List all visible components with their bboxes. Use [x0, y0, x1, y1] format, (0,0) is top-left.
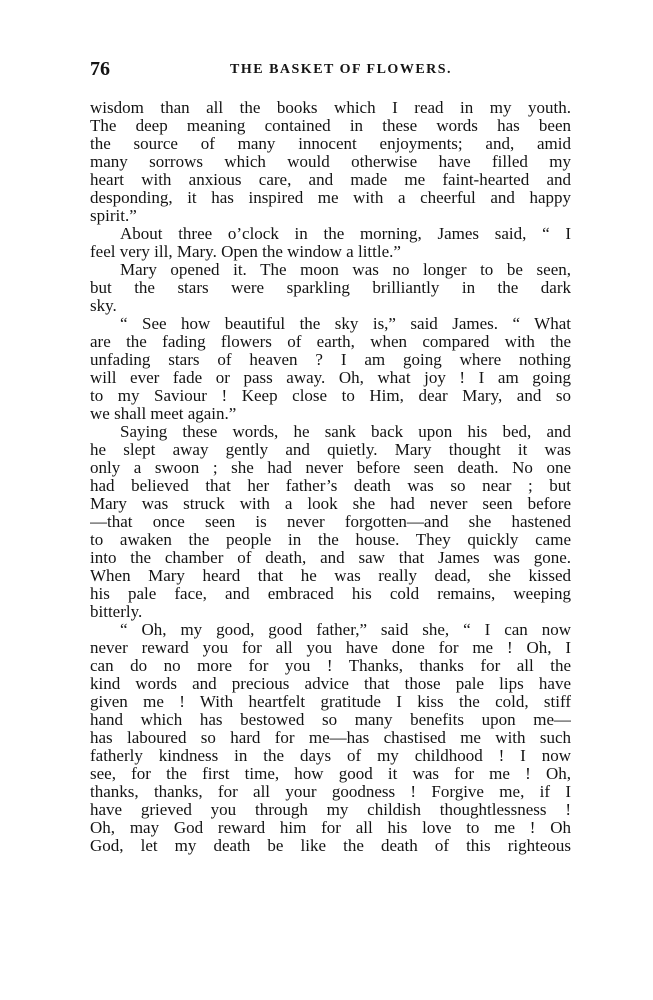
text-line: The deep meaning contained in these words has been — [90, 117, 571, 135]
text-line: we shall meet again.” — [90, 405, 237, 423]
text-line: are the fading flowers of earth, when compared with the — [90, 333, 571, 351]
text-line: hand which has bestowed so many benefits upon me— — [90, 711, 571, 729]
text-line: to awaken the people in the house. They quickly came — [90, 531, 571, 549]
text-line: has laboured so hard for me—has chastised me with such — [90, 729, 571, 747]
text-line: Saying these words, he sank back upon his bed, and — [120, 423, 571, 441]
text-line: only a swoon ; she had never before seen death. No one — [90, 459, 571, 477]
text-line: unfading stars of heaven ? I am going where nothing — [90, 351, 571, 369]
text-line: When Mary heard that he was really dead, she kissed — [90, 567, 571, 585]
text-line: have grieved you through my childish thoughtlessness ! — [90, 801, 571, 819]
text-line: can do no more for you ! Thanks, thanks for all the — [90, 657, 571, 675]
text-line: kind words and precious advice that those pale lips have — [90, 675, 571, 693]
text-line: Mary was struck with a look she had never seen before — [90, 495, 571, 513]
text-line: to my Saviour ! Keep close to Him, dear Mary, and so — [90, 387, 571, 405]
text-line: Mary opened it. The moon was no longer to be seen, — [120, 261, 571, 279]
text-line: “ Oh, my good, good father,” said she, “ I can now — [120, 621, 571, 639]
text-line: —that once seen is never forgotten—and she hastened — [90, 513, 571, 531]
text-line: bitterly. — [90, 603, 143, 621]
running-title: THE BASKET OF FLOWERS. — [230, 62, 453, 77]
text-line: many sorrows which would otherwise have filled my — [90, 153, 571, 171]
text-line: About three o’clock in the morning, James said, “ I — [120, 225, 571, 243]
text-line: see, for the first time, how good it was for me ! Oh, — [90, 765, 571, 783]
text-line: “ See how beautiful the sky is,” said James. “ What — [120, 315, 571, 333]
text-line: will ever fade or pass away. Oh, what joy ! I am going — [90, 369, 571, 387]
text-line: the source of many innocent enjoyments; and, amid — [90, 135, 571, 153]
text-line: fatherly kindness in the days of my childhood ! I now — [90, 747, 571, 765]
text-line: his pale face, and embraced his cold remains, weeping — [90, 585, 571, 603]
page-number: 76 — [90, 58, 110, 80]
text-line: but the stars were sparkling brilliantly in the dark — [90, 279, 571, 297]
text-line: never reward you for all you have done for me ! Oh, I — [90, 639, 571, 657]
text-line: heart with anxious care, and made me faint-hearted and — [90, 171, 571, 189]
text-line: spirit.” — [90, 207, 137, 225]
page-header — [90, 58, 570, 86]
text-line: wisdom than all the books which I read in my youth. — [90, 99, 571, 117]
text-line: he slept away gently and quietly. Mary thought it was — [90, 441, 571, 459]
text-line: into the chamber of death, and saw that James was gone. — [90, 549, 571, 567]
body-text — [90, 99, 571, 855]
text-line: feel very ill, Mary. Open the window a little.” — [90, 243, 401, 261]
text-line: had believed that her father’s death was so near ; but — [90, 477, 571, 495]
text-line: sky. — [90, 297, 117, 315]
text-line: given me ! With heartfelt gratitude I kiss the cold, stiff — [90, 693, 571, 711]
text-line: thanks, thanks, for all your goodness ! Forgive me, if I — [90, 783, 571, 801]
text-line: desponding, it has inspired me with a cheerful and happy — [90, 189, 571, 207]
text-line: Oh, may God reward him for all his love to me ! Oh — [90, 819, 571, 837]
text-line: God, let my death be like the death of this righteous — [90, 837, 571, 855]
